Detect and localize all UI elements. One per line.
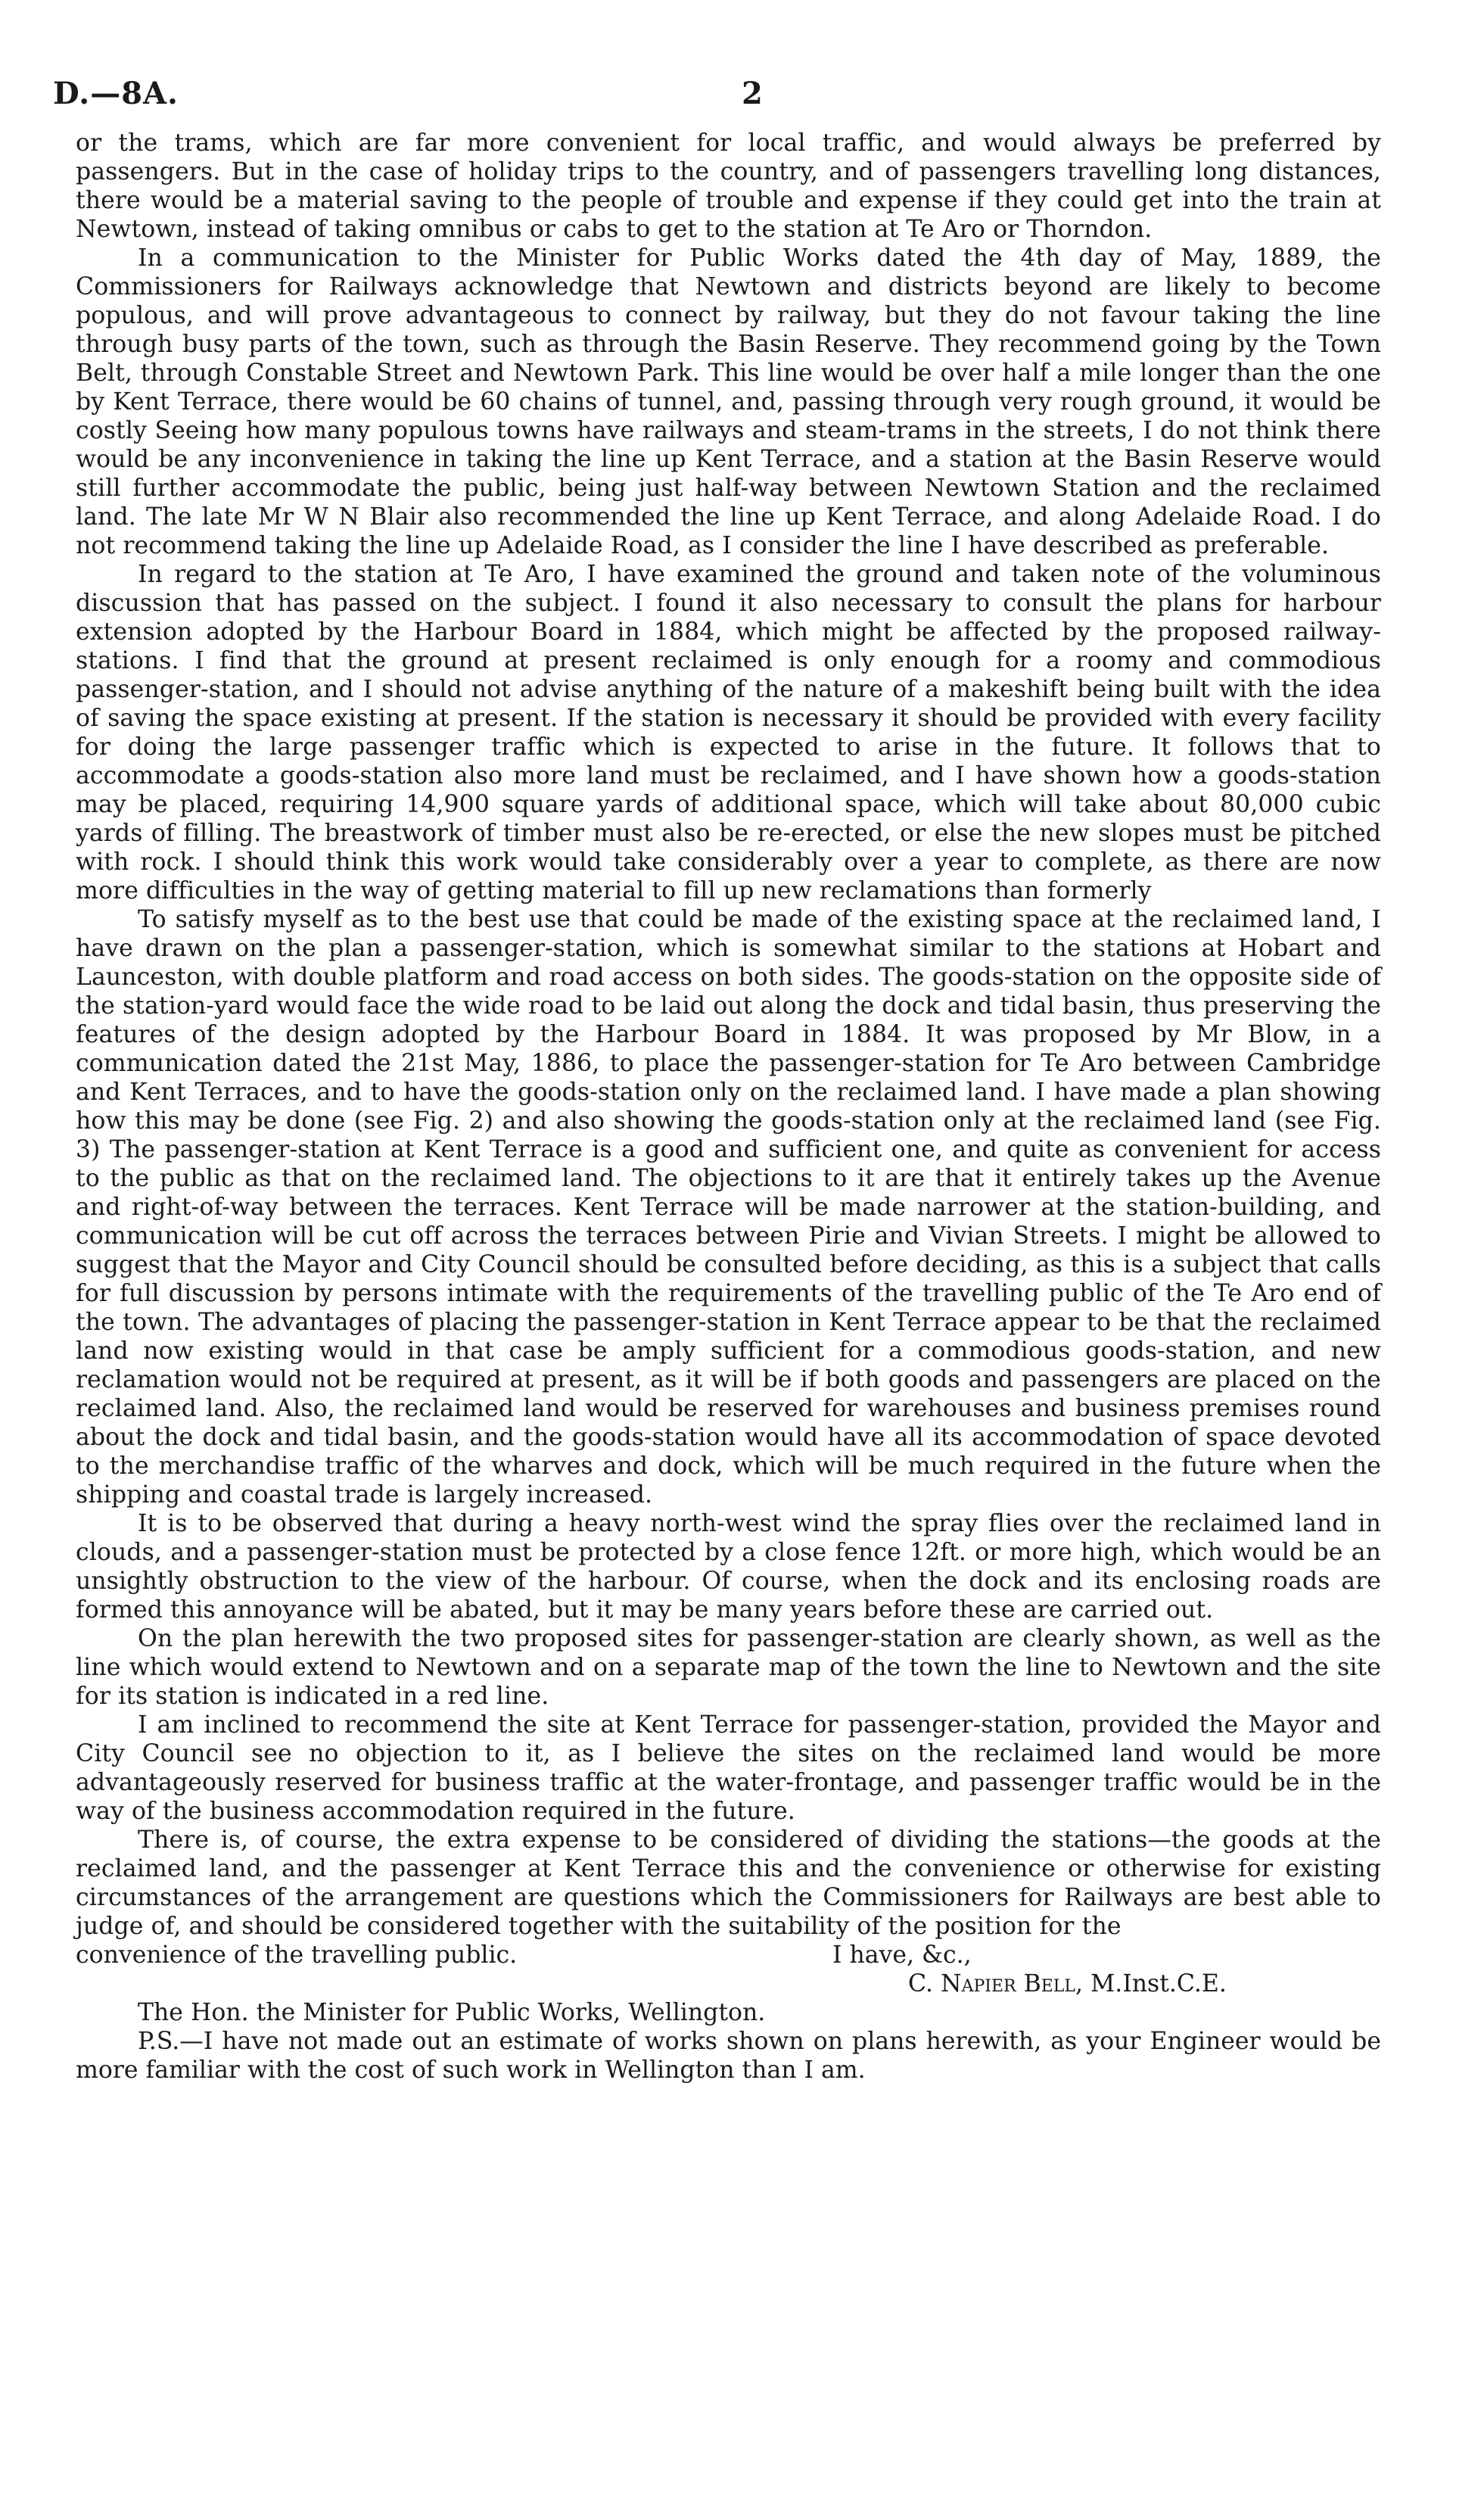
paragraph-te-aro-station: In regard to the station at Te Aro, I have examined the ground and taken note of the voluminous discussion that has passed on the subject. I found it also necessary to consult the plans for harbour extension adopted by the Harbour Board in 1884, which might be affected by the proposed railway-stations. I find that the ground at present reclaimed is only enough for a roomy and commodious passenger-station, and I should not advise anything of the nature of a makeshift being built with the idea of saving the space existing at present. If the station is necessary it should be provided with every facility for doing the large passenger traffic which is expected to arise in the future. It follows that to accommodate a goods-station also more land must be reclaimed, and I have shown how a goods-station may be placed, requiring 14,900 square yards of additional space, which will take about 80,000 cubic yards of filling. The breastwork of timber must also be re-erected, or else the new slopes must be pitched with rock. I should think this work would take considerably over a year to complete, as there are now more difficulties in the way of getting material to fill up new reclamations than formerly xyxy=(76,561,1381,905)
paragraph-recommendation: I am inclined to recommend the site at Kent Terrace for passenger-station, provided the Mayor and City Council see no objection to it, as I believe the sites on the reclaimed land would be more advantageously reserved for business traffic at the water-frontage, and passenger traffic would be in the way of the business accommodation required in the future. xyxy=(76,1711,1381,1825)
signature xyxy=(908,1969,1227,1998)
postscript: P.S.—I have not made out an estimate of works shown on plans herewith, as your Engineer would be more familiar with the cost of such work in Wellington than I am. xyxy=(76,2028,1381,2084)
page-header xyxy=(53,76,1381,129)
paragraph-spray-fence: It is to be observed that during a heavy north-west wind the spray flies over the reclaimed land in clouds, and a passenger-station must be protected by a close fence 12ft. or more high, which would be an unsightly obstruction to the view of the harbour. Of course, when the dock and its enclosing roads are formed this annoyance will be abated, but it may be many years before these are carried out. xyxy=(76,1510,1381,1624)
paragraph-commissioners-communication: In a communication to the Minister for Public Works dated the 4th day of May, 1889, the Commissioners for Railways acknowledge that Newtown and districts beyond are likely to become populous, and will prove advantageous to connect by railway, but they do not favour taking the line through busy parts of the town, such as through the Basin Reserve. They recommend going by the Town Belt, through Constable Street and Newtown Park. This line would be over half a mile longer than the one by Kent Terrace, there would be 60 chains of tunnel, and, passing through very rough ground, it would be costly Seeing how many populous towns have railways and steam-trams in the streets, I do not think there would be any inconvenience in taking the line up Kent Terrace, and a station at the Basin Reserve would still further accommodate the public, being just half-way between Newtown Station and the reclaimed land. The late Mr W N Blair also recommended the line up Kent Terrace, and along Adelaide Road. I do not recommend taking the line up Adelaide Road, as I consider the line I have described as preferable. xyxy=(76,244,1381,559)
document-reference: D.—8A. xyxy=(53,76,179,111)
letter-body xyxy=(76,129,1381,1941)
signature-credentials: , M.Inst.C.E. xyxy=(1075,1970,1227,1997)
salutation: I have, &c., xyxy=(832,1941,972,1969)
paragraph-continuation: or the trams, which are far more convenient for local traffic, and would always be preferred by passengers. But in the case of holiday trips to the country, and of passengers travelling long distances, there would be a material saving to the people of trouble and expense if they could get into the train at Newtown, instead of taking omnibus or cabs to get to the station at Te Aro or Thorndon. xyxy=(76,129,1381,243)
paragraph-extra-expense: There is, of course, the extra expense to be considered of dividing the stations—the goods at the reclaimed land, and the passenger at Kent Terrace this and the convenience or otherwise for existing circumstances of the arrangement are questions which the Commissioners for Railways are best able to judge of, and should be considered together with the suitability of the position for the xyxy=(76,1826,1381,1940)
document-page xyxy=(53,76,1381,2085)
page-number: 2 xyxy=(742,76,763,111)
closing-line: convenience of the travelling public. xyxy=(76,1941,518,1969)
signature-name: Napier Bell xyxy=(941,1970,1076,1997)
paragraph-reclaimed-land-plan: To satisfy myself as to the best use that could be made of the existing space at the reclaimed land, I have drawn on the plan a passenger-station, which is somewhat similar to the stations at Hobart and Launceston, with double platform and road access on both sides. The goods-station on the opposite side of the station-yard would face the wide road to be laid out along the dock and tidal basin, thus preserving the features of the design adopted by the Harbour Board in 1884. It was proposed by Mr Blow, in a communication dated the 21st May, 1886, to place the passenger-station for Te Aro between Cambridge and Kent Terraces, and to have the goods-station only on the reclaimed land. I have made a plan showing how this may be done (see Fig. 2) and also showing the goods-station only at the reclaimed land (see Fig. 3) The passenger-station at Kent Terrace is a good and sufficient one, and quite as convenient for access to the public as that on the reclaimed land. The objections to it are that it entirely takes up the Avenue and right-of-way between the terraces. Kent Terrace will be made narrower at the station-building, and communication will be cut off across the terraces between Pirie and Vivian Streets. I might be allowed to suggest that the Mayor and City Council should be consulted before deciding, as this is a subject that calls for full discussion by persons intimate with the requirements of the travelling public of the Te Aro end of the town. The advantages of placing the passenger-station in Kent Terrace appear to be that the reclaimed land now existing would in that case be amply sufficient for a commodious goods-station, and new reclamation would not be required at present, as it will be if both goods and passengers are placed on the reclaimed land. Also, the reclaimed land would be reserved for warehouses and business premises round about the dock and tidal basin, and the goods-station would have all its accommodation of space devoted to the merchandise traffic of the wharves and dock, which will be much required in the future when the shipping and coastal trade is largely increased. xyxy=(76,906,1381,1509)
letter-closing xyxy=(76,1941,1381,1998)
signature-initial: C. xyxy=(908,1970,941,1997)
addressee: The Hon. the Minister for Public Works, Wellington. xyxy=(138,1999,766,2026)
paragraph-plan-sites: On the plan herewith the two proposed sites for passenger-station are clearly shown, as well as the line which would extend to Newtown and on a separate map of the town the line to Newtown and the site for its station is indicated in a red line. xyxy=(76,1625,1381,1710)
